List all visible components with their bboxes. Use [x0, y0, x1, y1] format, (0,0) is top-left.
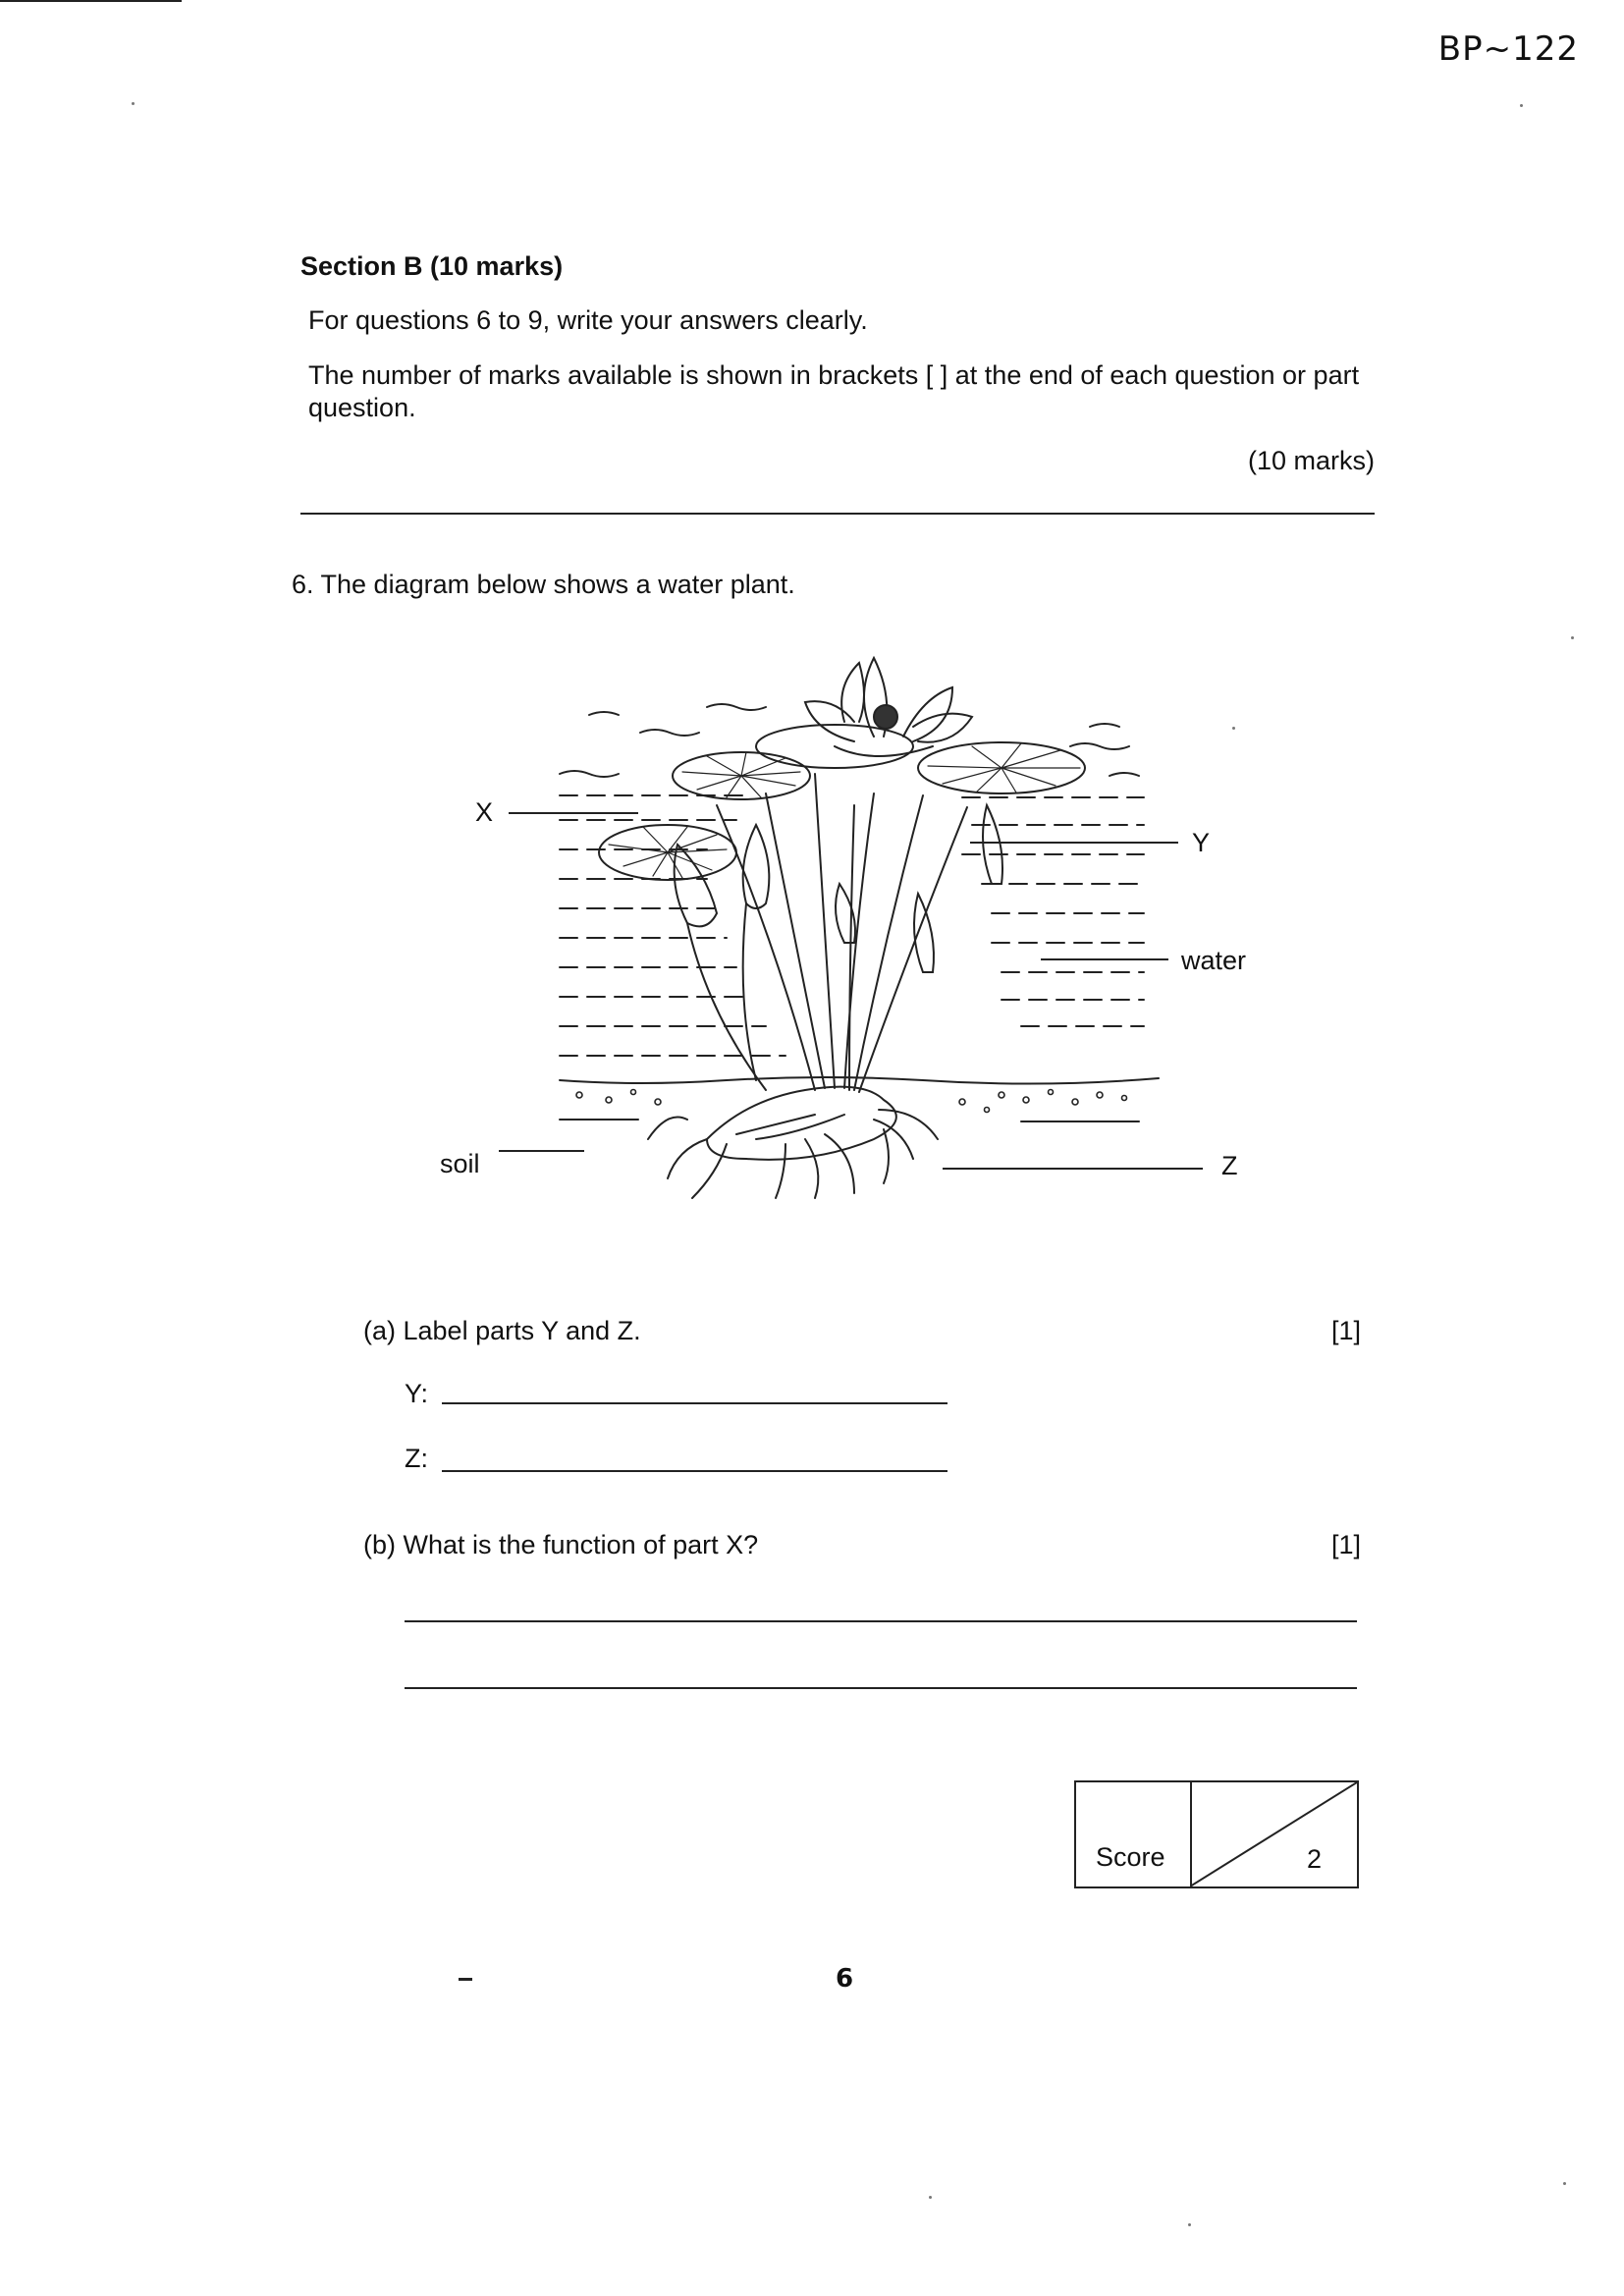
score-box: [1074, 1780, 1359, 1888]
answer-z-line[interactable]: [442, 1470, 947, 1472]
diagram-label-y: Y: [1192, 828, 1211, 857]
diagram-label-water: water: [1181, 946, 1247, 975]
scan-speck: [1563, 2182, 1566, 2185]
scan-speck: [132, 102, 135, 105]
section-divider: [300, 513, 1375, 515]
diagram-label-x: X: [475, 797, 494, 827]
score-diagonal: [1190, 1782, 1357, 1886]
answer-b-line-1[interactable]: [405, 1620, 1357, 1622]
score-label: Score: [1096, 1842, 1165, 1872]
scan-speck: [929, 2196, 932, 2199]
scan-speck: [1232, 727, 1235, 730]
page-number: 6: [836, 1964, 854, 1994]
diagram-label-soil: soil: [440, 1149, 480, 1178]
part-b-marks: [1]: [1330, 1530, 1361, 1559]
answer-b-line-2[interactable]: [405, 1687, 1357, 1689]
document-code: BP~122: [1437, 29, 1579, 69]
part-a-marks: [1]: [1330, 1316, 1361, 1345]
score-label-cell: [1076, 1782, 1192, 1886]
diagram-label-z: Z: [1221, 1151, 1238, 1180]
question-part-b: (b) What is the function of part X?: [363, 1530, 759, 1559]
instruction-marks: The number of marks available is shown in brackets [ ] at the end of each question or part question.: [308, 360, 1360, 422]
instruction-answers: For questions 6 to 9, write your answers clearly.: [308, 305, 868, 335]
footer-dash: [459, 1978, 472, 1981]
section-title: Section B (10 marks): [300, 251, 564, 281]
scan-speck: [1188, 2223, 1191, 2226]
top-left-rule: [0, 0, 182, 2]
answer-y-line[interactable]: [442, 1402, 947, 1404]
question-title: 6. The diagram below shows a water plant.: [292, 570, 795, 599]
scan-speck: [1571, 636, 1574, 639]
score-max-value: 2: [1306, 1844, 1322, 1874]
answer-z-label: Z:: [405, 1444, 428, 1473]
water-plant-diagram: [412, 648, 1296, 1257]
question-part-a: (a) Label parts Y and Z.: [363, 1316, 641, 1345]
scan-speck: [1520, 104, 1523, 107]
section-total-marks: (10 marks): [1247, 446, 1375, 475]
answer-y-label: Y:: [405, 1379, 429, 1408]
